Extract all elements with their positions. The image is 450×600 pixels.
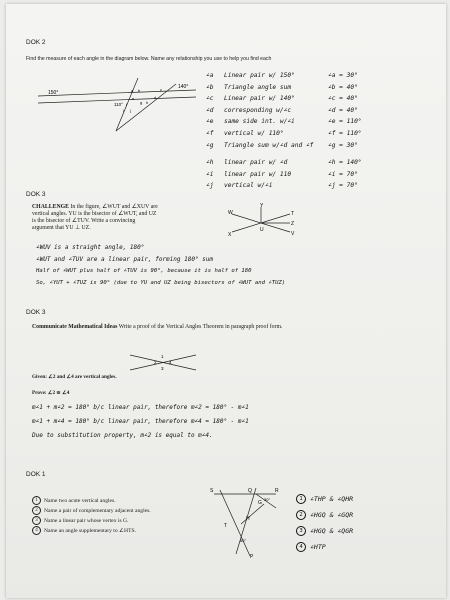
answer-reason: corresponding w/∠c (224, 106, 292, 114)
answer-angle: ∠h (206, 159, 214, 167)
answer-angle: ∠a (206, 72, 214, 79)
dok1-answer (296, 510, 353, 520)
s2-work-2: ∠WUT and ∠TUV are a linear pair, forming 180° sum (36, 256, 214, 263)
given-statement: Given: ∠2 and ∠4 are vertical angles. (32, 374, 117, 380)
dok1-answer (296, 542, 326, 552)
answer-angle: ∠g (206, 141, 214, 149)
dok1-answer-text: ∠HGQ & ∠GQR (310, 511, 354, 519)
answer-reason: same side int. w/∠i (224, 118, 295, 126)
dok1-answer-number: 3 (296, 526, 306, 536)
angle-3: 3 (161, 366, 164, 371)
question-number: 1 (32, 496, 41, 505)
section2-diagram (228, 204, 298, 240)
s2-work-1: ∠WUV is a straight angle, 180° (36, 244, 145, 251)
section2-prompt (32, 204, 158, 232)
angle-label-e: e (132, 96, 135, 101)
point-t: T (224, 523, 228, 529)
section3-heading: DOK 3 (26, 309, 46, 316)
dok1-answer-number: 4 (296, 542, 306, 552)
point-v: V (291, 231, 295, 237)
answer-angle: ∠j (206, 182, 214, 190)
dok1-answer-text: ∠THP & ∠QHR (310, 495, 354, 503)
answer-value: ∠b = 40° (328, 83, 358, 91)
angle-60: 60° (240, 538, 247, 543)
dok1-answer-text: ∠HGQ & ∠QGR (310, 527, 354, 535)
section4-diagram (206, 482, 286, 558)
question-number: 2 (32, 506, 41, 515)
section3-prompt (32, 324, 412, 331)
s2-work-4: So, ∠YUT + ∠TUZ is 90° (due to YU and UZ being bisectors of ∠WUT and ∠TUZ) (36, 280, 286, 286)
angle-label-f: f (126, 102, 128, 107)
question-item (32, 526, 136, 535)
dok1-answer (296, 526, 353, 536)
question-text: Name two acute vertical angles. (44, 497, 116, 504)
dok1-answer-number: 1 (296, 494, 306, 504)
answer-value: ∠j = 70° (328, 182, 358, 190)
point-u: U (260, 227, 264, 233)
answer-reason: Linear pair w/ 150° (224, 72, 295, 79)
point-x: X (228, 232, 232, 238)
answer-reason: vertical w/ 110° (224, 130, 284, 137)
answer-angle: ∠c (206, 95, 214, 103)
angle-label-a: a (131, 88, 134, 93)
point-r: R (275, 488, 279, 494)
answer-value: ∠e = 110° (328, 118, 362, 126)
angle-2: 2 (154, 360, 157, 365)
prove-statement: Prove: ∠2 ≅ ∠4 (32, 390, 70, 396)
dok1-answer-number: 2 (296, 510, 306, 520)
answer-reason: Linear pair w/ 140° (224, 95, 295, 103)
angle-label-g: g (140, 100, 143, 105)
answer-reason: Triangle sum w/∠d and ∠f (224, 141, 314, 149)
answer-angle: ∠e (206, 118, 214, 126)
s2-work-3: Half of ∠WUT plus half of ∠TUV is 90°, because it is half of 180 (36, 268, 252, 274)
prompt-line-2: vertical angles. YU is the bisector of ∠WUT, and UZ (32, 211, 157, 217)
section1-instructions: Find the measure of each angle in the diagram below. Name any relationship you use to help you find each (26, 56, 272, 62)
section4-heading: DOK 1 (26, 471, 46, 478)
answer-reason: linear pair w/ 110 (224, 170, 292, 178)
answer-angle: ∠f (206, 130, 214, 137)
question-number: 3 (32, 516, 41, 525)
answer-value: ∠a = 30° (328, 72, 358, 79)
section2-heading: DOK 3 (26, 191, 46, 198)
angle-label-110: 110° (114, 102, 123, 107)
question-number: 4 (32, 526, 41, 535)
angle-1: 1 (161, 354, 164, 359)
question-item (32, 516, 129, 525)
section1-heading: DOK 2 (26, 39, 46, 46)
point-w: W (228, 210, 233, 216)
s3-work-2: m∠1 + m∠4 = 180° b/c linear pair, therefore m∠4 = 180° - m∠1 (32, 418, 249, 425)
answer-angle: ∠d (206, 106, 214, 114)
angle-4: 4 (169, 360, 172, 365)
answer-reason: linear pair w/ ∠d (224, 159, 288, 167)
point-p: P (250, 554, 254, 560)
angle-label-h: h (146, 100, 149, 105)
question-text: Name an angle supplementary to ∠HTS. (44, 527, 137, 534)
answer-angle: ∠i (206, 170, 214, 178)
section3-prompt-rest: Write a proof of the Vertical Angles Theorem in paragraph proof form. (118, 324, 283, 330)
answer-value: ∠i = 70° (328, 170, 358, 178)
point-t: T (291, 211, 295, 217)
angle-label-c: c (160, 87, 162, 92)
angle-label-140: 140° (178, 84, 189, 90)
s3-work-3: Due to substitution property, m∠2 is equal to m∠4. (32, 432, 213, 439)
angle-label-d: d (154, 95, 157, 100)
question-item (32, 506, 151, 515)
prompt-line-4: argument that YU ⊥ UZ. (32, 225, 91, 231)
dok1-answer (296, 494, 353, 504)
worksheet-page (6, 4, 446, 598)
answer-value: ∠h = 140° (328, 159, 362, 167)
section3-diagram (128, 350, 198, 374)
question-text: Name a pair of complementary adjacent angles. (44, 507, 151, 514)
point-h: H (246, 516, 250, 522)
answer-value: ∠f = 110° (328, 130, 362, 137)
answer-value: ∠g = 30° (328, 141, 358, 149)
answer-angle: ∠b (206, 83, 214, 91)
point-z: Z (291, 221, 295, 227)
section1-diagram (36, 76, 206, 136)
point-s: S (210, 488, 214, 494)
answer-reason: Triangle angle sum (224, 83, 292, 91)
question-text: Name a linear pair whose vertex is G. (44, 517, 129, 524)
point-y: Y (260, 203, 264, 209)
angle-label-150: 150° (48, 90, 59, 96)
point-g: G (258, 500, 262, 506)
angle-30: 30° (264, 497, 271, 502)
challenge-label: CHALLENGE (32, 204, 70, 210)
angle-label-b: b (138, 88, 141, 93)
answer-value: ∠d = 40° (328, 106, 358, 114)
communicate-label: Communicate Mathematical Ideas (32, 324, 118, 330)
answer-reason: vertical w/∠i (224, 182, 273, 190)
angle-label-j: j (130, 108, 131, 113)
dok1-answer-text: ∠HTP (310, 543, 326, 551)
question-item (32, 496, 116, 505)
prompt-line-1: In the figure, ∠WUT and ∠XUV are (70, 204, 158, 210)
point-q: Q (248, 488, 252, 494)
s3-work-1: m∠1 + m∠2 = 180° b/c linear pair, therefore m∠2 = 180° - m∠1 (32, 404, 249, 411)
prompt-line-3: is the bisector of ∠TUV. Write a convincing (32, 218, 136, 224)
angle-label-i: i (123, 108, 124, 113)
answer-value: ∠c = 40° (328, 95, 358, 103)
